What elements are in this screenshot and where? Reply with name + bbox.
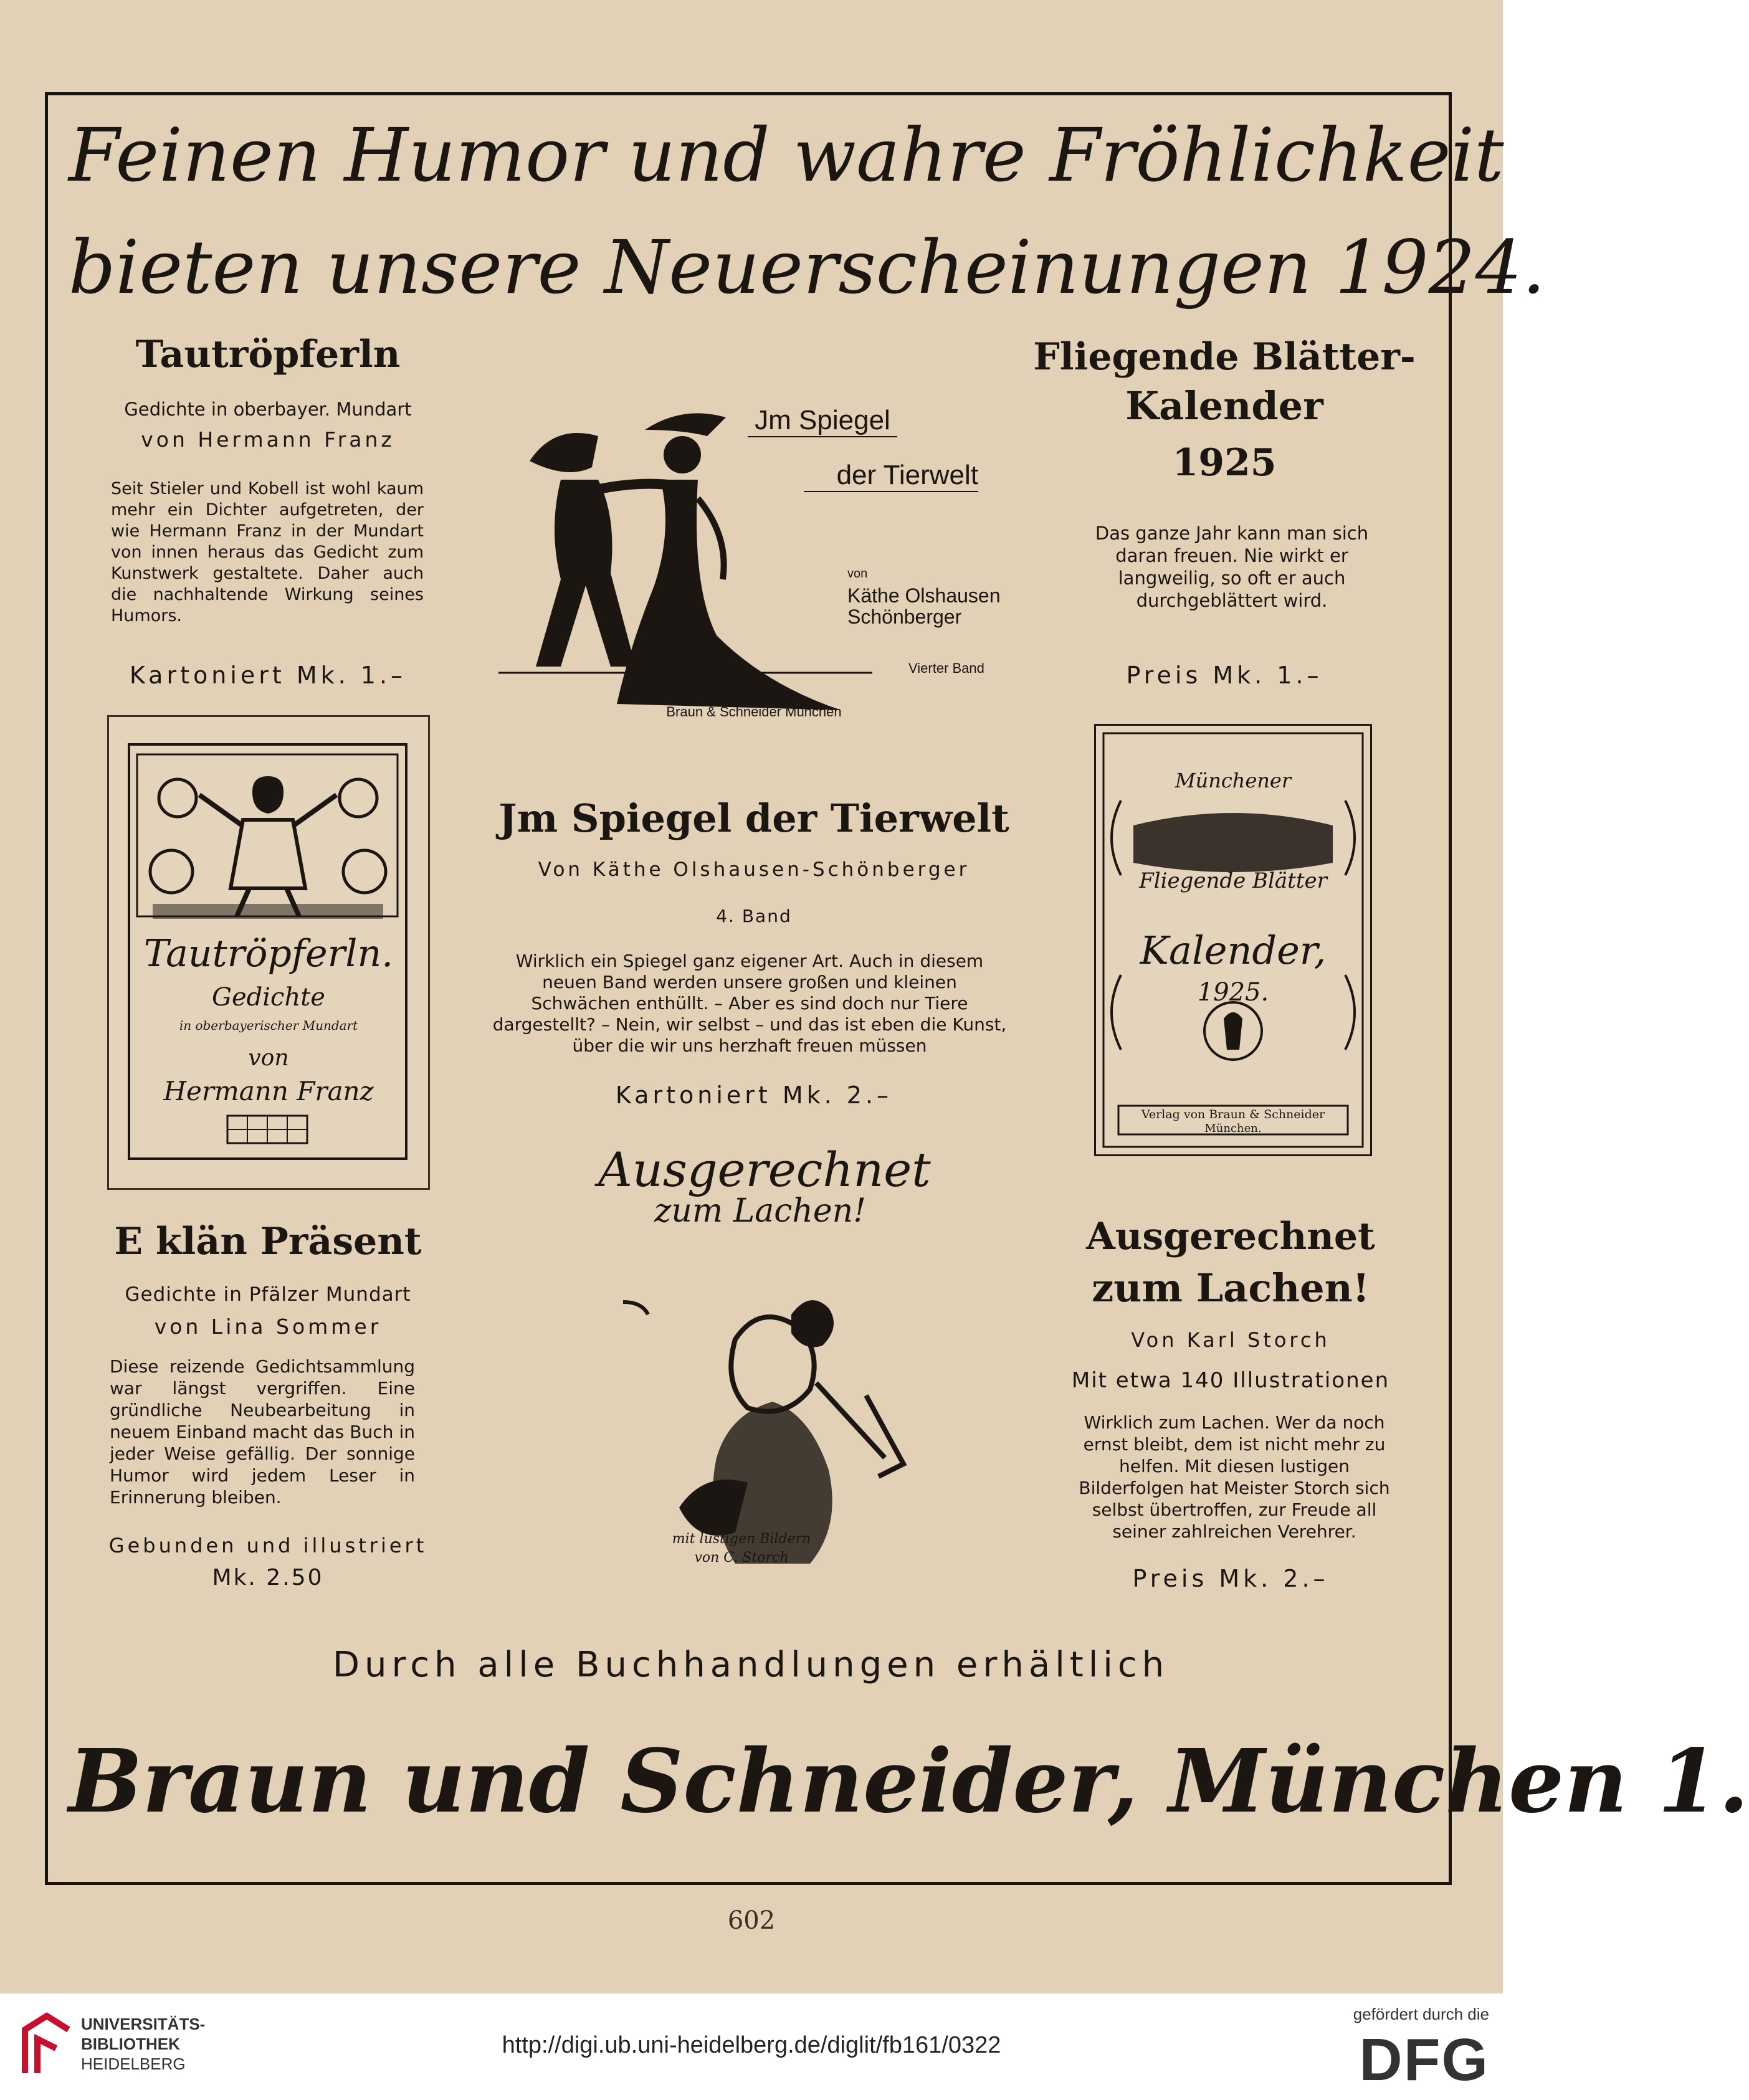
lachen-title1: Ausgerechnet <box>1086 1215 1375 1258</box>
praesent-price1: Gebunden und illustriert <box>108 1534 427 1557</box>
spiegel-cover-volume: Vierter Band <box>908 660 984 676</box>
kalender-cover-illustration <box>1094 724 1372 1156</box>
tautroepferln-cover-illustration <box>107 715 430 1190</box>
kalender-body: Das ganze Jahr kann man sich daran freuen. Nie wirkt er langweilig, so oft er auch durchgeblättert wird. <box>1095 523 1369 611</box>
tautroepferln-cover-title: Tautröpferln. <box>143 932 394 976</box>
spiegel-cover-title2: der Tierwelt <box>804 460 978 492</box>
kalender-cover-top: Münchener <box>1175 769 1292 792</box>
lachen-cover-caption2: von C. Storch <box>694 1550 789 1565</box>
kalender-cover-city: München. <box>1204 1122 1262 1135</box>
tautroepferln-cover-line3: von <box>248 1045 289 1071</box>
lachen-title2: zum Lachen! <box>1092 1265 1370 1311</box>
kalender-year: 1925 <box>1172 441 1277 485</box>
spiegel-cover-author1: Käthe Olshausen <box>847 584 1001 607</box>
spiegel-body: Wirklich ein Spiegel ganz eigener Art. Auch in diesem neuen Band werden unsere großen und kleinen Schwächen enthüllt. – Aber es sind doch nur Tiere dargestellt? – Nein, wir selbst – und das ist eben die Kunst, über die wir uns herzhaft freuen müssen <box>492 951 1007 1056</box>
headline-line2: bieten unsere Neuerscheinungen 1924. <box>69 224 1546 310</box>
library-name-line2: BIBLIOTHEK <box>81 2035 180 2053</box>
spiegel-volume: 4. Band <box>716 906 792 926</box>
tautroepferln-cover-line1: Gedichte <box>212 983 325 1012</box>
lachen-cover-line1: Ausgerechnet <box>598 1142 931 1197</box>
kalender-cover-publisher: Verlag von Braun & Schneider <box>1141 1108 1325 1121</box>
praesent-title: E klän Präsent <box>114 1220 422 1263</box>
kalender-cover-title: Kalender, <box>1140 928 1327 973</box>
spiegel-cover-publisher: Braun & Schneider München <box>666 704 842 720</box>
tautroepferln-sub1: Gedichte in oberbayer. Mundart <box>124 399 412 420</box>
spiegel-cover-illustration <box>492 386 1016 735</box>
kalender-cover-year: 1925. <box>1197 978 1269 1007</box>
lachen-cover-line2: zum Lachen! <box>654 1192 867 1230</box>
kalender-price: Preis Mk. 1.– <box>1126 662 1323 689</box>
headline-line1: Feinen Humor und wahre Fröhlichkeit <box>69 112 1504 198</box>
kalender-cover-mid: Fliegende Blätter <box>1139 868 1327 893</box>
lachen-cover-caption1: mit lustigen Bildern <box>672 1531 811 1547</box>
spiegel-price: Kartoniert Mk. 2.– <box>615 1081 893 1109</box>
publisher-signature: Braun und Schneider, München 1. <box>69 1731 1749 1833</box>
lachen-price: Preis Mk. 2.– <box>1132 1565 1329 1592</box>
kalender-title2: Kalender <box>1125 383 1323 429</box>
funded-by-label: gefördert durch die <box>1353 2005 1489 2023</box>
spiegel-cover-title1: Jm Spiegel <box>748 405 897 437</box>
lachen-body: Wirklich zum Lachen. Wer da noch ernst bleibt, dem ist nicht mehr zu helfen. Mit diesen lustigen Bilderfolgen hat Meister Storch sich selbst übertroffen, zur Freude all seiner zahlreichen Verehrer. <box>1079 1412 1390 1542</box>
tautroepferln-title: Tautröpferln <box>135 333 401 376</box>
tautroepferln-sub2: von Hermann Franz <box>141 427 395 452</box>
lachen-author: Von Karl Storch <box>1131 1328 1330 1352</box>
availability-line: Durch alle Buchhandlungen erhältlich <box>332 1645 1170 1685</box>
spiegel-cover-author2: Schönberger <box>847 606 962 628</box>
praesent-sub2: von Lina Sommer <box>154 1314 382 1339</box>
tautroepferln-body: Seit Stieler und Kobell ist wohl kaum mehr ein Dichter aufgetreten, der wie Hermann Franz in der Mundart von innen heraus das Gedicht zum Kunstwerk gestaltete. Daher auch die nachhaltende Wirkung seines Humors. <box>111 479 424 625</box>
library-name-line3: HEIDELBERG <box>81 2055 186 2073</box>
library-name-line1: UNIVERSITÄTS- <box>81 2015 206 2033</box>
digitization-footer <box>0 1993 1503 2100</box>
dancing-animals-icon <box>492 386 1016 735</box>
praesent-sub1: Gedichte in Pfälzer Mundart <box>125 1283 411 1306</box>
lachen-sub: Mit etwa 140 Illustrationen <box>1071 1368 1390 1393</box>
tautroepferln-cover-author: Hermann Franz <box>163 1076 374 1106</box>
dfg-logo: DFG <box>1359 2026 1489 2093</box>
spiegel-cover-by: von <box>847 567 868 581</box>
page-number: 602 <box>727 1906 776 1935</box>
praesent-body: Diese reizende Gedichtsammlung war längst vergriffen. Eine gründliche Neubearbeitung in neuem Einband macht das Buch in jeder Weise gefällig. Der sonnige Humor wird jedem Leser in Erinnerung bleiben. <box>110 1356 415 1508</box>
spiegel-author: Von Käthe Olshausen-Schönberger <box>538 858 970 881</box>
permalink-url[interactable]: http://digi.ub.uni-heidelberg.de/diglit/fb161/0322 <box>502 2032 1001 2058</box>
tautroepferln-cover-line2: in oberbayerischer Mundart <box>179 1018 358 1033</box>
lachen-cover-illustration <box>598 1142 931 1576</box>
spiegel-title: Jm Spiegel der Tierwelt <box>498 796 1009 841</box>
praesent-price2: Mk. 2.50 <box>212 1565 324 1590</box>
tautroepferln-price: Kartoniert Mk. 1.– <box>129 662 407 689</box>
kalender-title1: Fliegende Blätter- <box>1033 335 1416 379</box>
